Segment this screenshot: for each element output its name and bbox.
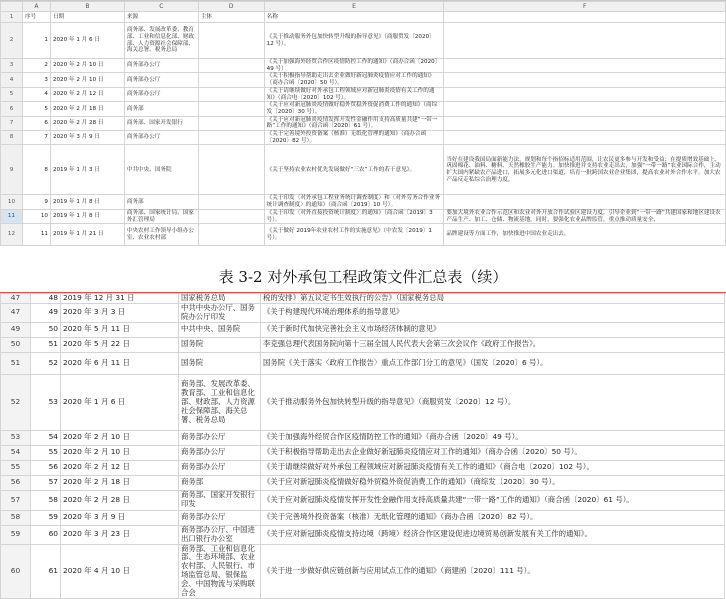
cell-subject[interactable] [198, 87, 264, 101]
cell-seq[interactable]: 10 [22, 209, 50, 223]
table-row [1, 73, 726, 87]
cell-subject[interactable] [198, 195, 264, 209]
cell-seq[interactable]: 11 [22, 224, 50, 246]
table-row [1, 59, 726, 73]
cell-date: 2020 年 5 月 11 日 [61, 322, 179, 337]
cell-title: 《关于应对新冠肺炎疫情支持边境（跨境）经济合作区建设促进边境贸易创新发展有关工作的通知》。 [261, 525, 725, 544]
cell-note[interactable] [444, 87, 726, 101]
cell-subject[interactable] [198, 131, 264, 145]
cell-seq: 53 [31, 374, 61, 430]
row-number: 49 [1, 322, 31, 337]
row-number[interactable]: 3 [1, 59, 23, 73]
table-row [1, 374, 725, 430]
cell-seq[interactable]: 8 [22, 145, 50, 195]
cell-title[interactable]: 《关于推动服务外包加快转型升级的指导意见》（商服贸发〔2020〕12 号）。 [264, 23, 444, 59]
cell-seq: 56 [31, 460, 61, 475]
cell-date: 2020 年 3 月 23 日 [61, 525, 179, 544]
header-cell-subject[interactable]: 主体 [198, 12, 264, 23]
cell-date: 2020 年 2 月 10 日 [61, 430, 179, 445]
cell-date[interactable]: 2020 年 2 月 12 日 [50, 87, 124, 101]
cell-title[interactable]: 《关于应对新冠肺炎疫情发挥开发性金融作用支持高质量共建“一带一路”工作的通知》（商合函〔2020〕61 号）。 [264, 116, 444, 130]
cell-note[interactable] [444, 195, 726, 209]
cell-note[interactable] [444, 131, 726, 145]
cell-source: 中共中央办公厅、国务院办公厅印发 [179, 304, 261, 323]
cell-note[interactable] [444, 102, 726, 116]
cell-date[interactable]: 2020 年 2 月 28 日 [50, 116, 124, 130]
cell-source: 商务部、发展改革委、教育部、工业和信息化部、财政部、人力资源社会保障部、海关总署、税务总局 [179, 374, 261, 430]
cell-source[interactable]: 中央农村工作领导小组办公室、农业农村部 [124, 224, 198, 246]
column-header[interactable]: B [50, 2, 124, 12]
cell-seq[interactable]: 9 [22, 195, 50, 209]
cell-source: 商务部、工业和信息化部、生态环境部、农业农村部、人民银行、市场监管总局、银保监会、中国物流与采购联合会 [179, 544, 261, 598]
column-header[interactable]: E [264, 2, 444, 12]
cell-title: 《关于推动服务外包加快转型升级的指导意见》（商服贸发〔2020〕12 号）。 [261, 374, 725, 430]
cell-date[interactable]: 2019 年 1 月 3 日 [50, 145, 124, 195]
cell-date[interactable]: 2020 年 2 月 18 日 [50, 102, 124, 116]
cell-date: 2020 年 3 月 9 日 [61, 510, 179, 525]
row-number: 56 [1, 475, 31, 490]
cell-title[interactable]: 《关于印发〈对外承包工程业务统计调查制度〉和〈对外劳务合作业务统计调查制度〉的通知》（商合函〔2019〕10 号）。 [264, 195, 444, 209]
cell-seq: 55 [31, 445, 61, 460]
cell-title: 《关于积极指导帮助走出去企业做好新冠肺炎疫情应对工作的通知》（商办合函〔2020〕50 号）。 [261, 445, 725, 460]
table-row [1, 209, 726, 223]
header-cell-title[interactable]: 名称 [264, 12, 444, 23]
cell-source[interactable]: 商务部办公厅 [124, 131, 198, 145]
cell-seq: 52 [31, 352, 61, 374]
column-header[interactable]: F [444, 2, 726, 12]
cell-subject[interactable] [198, 59, 264, 73]
cell-source[interactable]: 商务部 [124, 195, 198, 209]
cell-title: 《关于新时代加快完善社会主义市场经济体制的意见》 [261, 322, 725, 337]
cell-note[interactable] [444, 59, 726, 73]
cell-subject[interactable] [198, 116, 264, 130]
table-row [1, 102, 726, 116]
table-row [1, 430, 725, 445]
cell-title[interactable]: 《关于请继续做好对外承包工程领域应对新冠肺炎疫情有关工作的通知》（商合电〔2020〕102 号）。 [264, 87, 444, 101]
row-number: 52 [1, 374, 31, 430]
cell-seq[interactable]: 4 [22, 87, 50, 101]
cell-date: 2020 年 4 月 10 日 [61, 544, 179, 598]
table-row [1, 525, 725, 544]
cell-seq[interactable]: 6 [22, 116, 50, 130]
cell-source[interactable]: 商务部办公厅 [124, 73, 198, 87]
cell-title[interactable]: 《关于应对新冠肺炎疫情做好稳外贸稳外资促消费工作的通知》（商综发〔2020〕30 号）。 [264, 102, 444, 116]
row-number: 54 [1, 445, 31, 460]
table-row [1, 544, 725, 598]
cell-seq: 48 [31, 294, 61, 304]
cell-source: 商务部办公厅 [179, 430, 261, 445]
cell-title: 国务院《关于落实〈政府工作报告〉重点工作部门分工的意见》（国发〔2020〕6 号）。 [261, 352, 725, 374]
cell-source: 商务部办公厅 [179, 460, 261, 475]
cell-title: 《关于完善境外投资备案（核准）无纸化管理的通知》（商办合函〔2020〕82 号）。 [261, 510, 725, 525]
row-number: 50 [1, 337, 31, 352]
cell-seq[interactable]: 1 [22, 23, 50, 59]
cell-note[interactable]: 品牌建设等方面工作，加快推进中国农业走出去。 [444, 224, 726, 246]
cell-source[interactable]: 中共中央、国务院 [124, 145, 198, 195]
cell-source[interactable]: 商务部 [124, 102, 198, 116]
row-number: 47 [1, 304, 31, 323]
table-row [1, 510, 725, 525]
table-row [1, 116, 726, 130]
cell-source: 商务部办公厅、中国进出口银行办公室 [179, 525, 261, 544]
row-number[interactable]: 5 [1, 87, 23, 101]
cell-date[interactable]: 2019 年 1 月 8 日 [50, 195, 124, 209]
select-all-corner[interactable] [1, 2, 23, 12]
cell-source: 商务部、国家开发银行印发 [179, 490, 261, 510]
row-number: 47 [1, 294, 31, 304]
cell-subject[interactable] [198, 209, 264, 223]
table-row [1, 445, 725, 460]
cell-date: 2020 年 2 月 28 日 [61, 490, 179, 510]
cell-note[interactable] [444, 23, 726, 59]
cell-date: 2020 年 5 月 22 日 [61, 337, 179, 352]
cell-date[interactable]: 2020 年 2 月 10 日 [50, 73, 124, 87]
cell-seq[interactable]: 7 [22, 131, 50, 145]
cell-seq: 59 [31, 510, 61, 525]
cell-date[interactable]: 2020 年 3 月 9 日 [50, 131, 124, 145]
row-number: 57 [1, 490, 31, 510]
cell-date[interactable]: 2019 年 1 月 8 日 [50, 209, 124, 223]
cell-date: 2020 年 2 月 18 日 [61, 475, 179, 490]
row-number[interactable]: 7 [1, 116, 23, 130]
spreadsheet-table-top [0, 1, 726, 246]
cell-title[interactable]: 《关于做好 2019年农业农村工作的实施意见》（中农发〔2019〕1 号）。 [264, 224, 444, 246]
cell-seq: 57 [31, 475, 61, 490]
row-number: 59 [1, 525, 31, 544]
row-number: 60 [1, 544, 31, 598]
row-number[interactable]: 12 [1, 224, 23, 246]
cell-date[interactable]: 2019 年 1 月 21 日 [50, 224, 124, 246]
cell-note[interactable]: 要加大境外农业合作示范区和农业对外开放合作试验区建设力度，引导企业到“一带一路”共建国家和地区建设农产品生产、加工、仓储、物流基地。同时，要强化农业品牌监管，重点推动质量安全、 [444, 209, 726, 223]
cell-title: 《关于构建现代环境治理体系的指导意见》 [261, 304, 725, 323]
table-caption: 表 3-2 对外承包工程政策文件汇总表（续） [218, 268, 508, 286]
cell-title: 《关于请继续做好对外承包工程领域应对新冠肺炎疫情有关工作的通知》（商合电〔2020〕102 号）。 [261, 460, 725, 475]
cell-source[interactable]: 商务部、国家统计局、国家外汇管理局 [124, 209, 198, 223]
table-row [1, 145, 726, 195]
row-number: 51 [1, 352, 31, 374]
cell-note[interactable] [444, 116, 726, 130]
cell-seq[interactable]: 2 [22, 59, 50, 73]
cell-source: 国务院 [179, 352, 261, 374]
cell-source: 商务部 [179, 475, 261, 490]
cell-seq[interactable]: 5 [22, 102, 50, 116]
table-row [1, 87, 726, 101]
header-cell-date[interactable]: 日期 [50, 12, 124, 23]
cell-date: 2020 年 3 月 3 日 [61, 304, 179, 323]
cell-source[interactable]: 商务部办公厅 [124, 87, 198, 101]
cell-date: 2020 年 2 月 12 日 [61, 460, 179, 475]
table-row [1, 460, 725, 475]
column-header[interactable]: C [124, 2, 198, 12]
cell-note[interactable] [444, 73, 726, 87]
cell-source[interactable]: 商务部、国家开发银行 [124, 116, 198, 130]
cell-source: 商务部办公厅 [179, 510, 261, 525]
column-header[interactable]: D [198, 2, 264, 12]
cell-date[interactable]: 2020 年 1 月 6 日 [50, 23, 124, 59]
table-row [1, 294, 725, 304]
cell-subject[interactable] [198, 23, 264, 59]
table-row [1, 224, 726, 246]
spreadsheet-top [0, 0, 726, 263]
cell-subject[interactable] [198, 102, 264, 116]
cell-subject[interactable] [198, 145, 264, 195]
cell-title: 李克强总理代表国务院向第十三届全国人民代表大会第三次会议作《政府工作报告》。 [261, 337, 725, 352]
cell-title[interactable]: 《关于坚持农业农村优先发展做好“三农”工作的若干意见》。 [264, 145, 444, 195]
column-header[interactable]: A [22, 2, 50, 12]
table-row [1, 304, 725, 323]
cell-seq: 58 [31, 490, 61, 510]
cell-seq: 49 [31, 304, 61, 323]
row-number: 55 [1, 460, 31, 475]
cell-source: 商务部办公厅 [179, 445, 261, 460]
table-row [1, 322, 725, 337]
table-row [1, 475, 725, 490]
cell-date[interactable]: 2020 年 2 月 10 日 [50, 59, 124, 73]
cell-title: 《关于进一步做好供应链创新与应用试点工作的通知》（商建函〔2020〕111 号）。 [261, 544, 725, 598]
cell-subject[interactable] [198, 224, 264, 246]
cell-title: 《关于应对新冠肺炎疫情做好稳外贸稳外资促消费工作的通知》（商综发〔2020〕30 号）。 [261, 475, 725, 490]
row-number[interactable]: 11 [1, 209, 23, 223]
header-cell-source[interactable]: 来源 [124, 12, 198, 23]
column-header-row [1, 2, 726, 12]
cell-title[interactable]: 《关于积极指导帮助走出去企业做好新冠肺炎疫情应对工作的通知》（商办合函〔2020〕50 号）。 [264, 73, 444, 87]
table-row [1, 195, 726, 209]
cell-source: 中共中央、国务院 [179, 322, 261, 337]
table-row [1, 23, 726, 59]
cell-source[interactable]: 商务部办公厅 [124, 59, 198, 73]
cell-source[interactable]: 商务部、发展改革委、教育部、工业和信息化部、财政部、人力资源社会保障部、海关总署、税务总局 [124, 23, 198, 59]
table-row [1, 337, 725, 352]
row-number[interactable]: 1 [1, 12, 23, 23]
cell-seq[interactable]: 3 [22, 73, 50, 87]
header-cell-note[interactable] [444, 12, 726, 23]
cell-seq: 50 [31, 322, 61, 337]
table-row [1, 352, 725, 374]
cell-date: 2019 年 12 月 31 日 [61, 294, 179, 304]
cell-seq: 51 [31, 337, 61, 352]
table-header-row [1, 12, 726, 23]
row-number: 53 [1, 430, 31, 445]
row-number[interactable]: 2 [1, 23, 23, 59]
cell-title: 《关于加强海外经贸合作区疫情防控工作的通知》（商办合函〔2020〕49 号）。 [261, 430, 725, 445]
cell-title: 税的安排》第五议定书生效执行的公告》（国家税务总局 [261, 294, 725, 304]
cell-title[interactable]: 《关于印发〈对外直接投资统计制度〉的通知》（商合函〔2019〕3 号）。 [264, 209, 444, 223]
row-number[interactable]: 6 [1, 102, 23, 116]
cell-seq: 61 [31, 544, 61, 598]
cell-title: 《关于应对新冠肺炎疫情发挥开发性金融作用支持高质量共建“一带一路”工作的通知》（商合函〔2020〕61 号）。 [261, 490, 725, 510]
cell-subject[interactable] [198, 73, 264, 87]
row-number[interactable]: 4 [1, 73, 23, 87]
row-number[interactable]: 9 [1, 145, 23, 195]
spreadsheet-table-bottom [0, 293, 725, 599]
cell-title[interactable]: 《关于完善境外投资备案（核准）无纸化管理的通知》（商办合函〔2020〕82 号）。 [264, 131, 444, 145]
table-row [1, 490, 725, 510]
cell-note[interactable]: 当好在建设我国局面新能力法，规划和每个指招标适用范围，让农民更多参与开发和受益；在提质增效基础上，巩固棉花、油料、糖料、天然橡胶生产能力。加快推进并支持农业走出去，加强“一带一路”农业国际合作，主动扩大国内紧缺农产品进口，拓展多元化进口渠道，培育一批跨国农业企业集团，提高农业对外合作水平。加大农产品反走私综合治理力度。 [444, 145, 726, 195]
header-cell-seq[interactable]: 序号 [22, 12, 50, 23]
cell-date: 2020 年 2 月 10 日 [61, 445, 179, 460]
cell-source: 国务院 [179, 337, 261, 352]
row-number[interactable]: 10 [1, 195, 23, 209]
cell-source: 国家税务总局 [179, 294, 261, 304]
spreadsheet-bottom [0, 292, 726, 597]
cell-date: 2020 年 1 月 6 日 [61, 374, 179, 430]
row-number: 58 [1, 510, 31, 525]
cell-date: 2020 年 6 月 11 日 [61, 352, 179, 374]
table-row [1, 131, 726, 145]
cell-seq: 54 [31, 430, 61, 445]
row-number[interactable]: 8 [1, 131, 23, 145]
cell-seq: 60 [31, 525, 61, 544]
cell-title[interactable]: 《关于加强海外经贸合作区疫情防控工作的通知》（商办合函〔2020〕49 号） [264, 59, 444, 73]
